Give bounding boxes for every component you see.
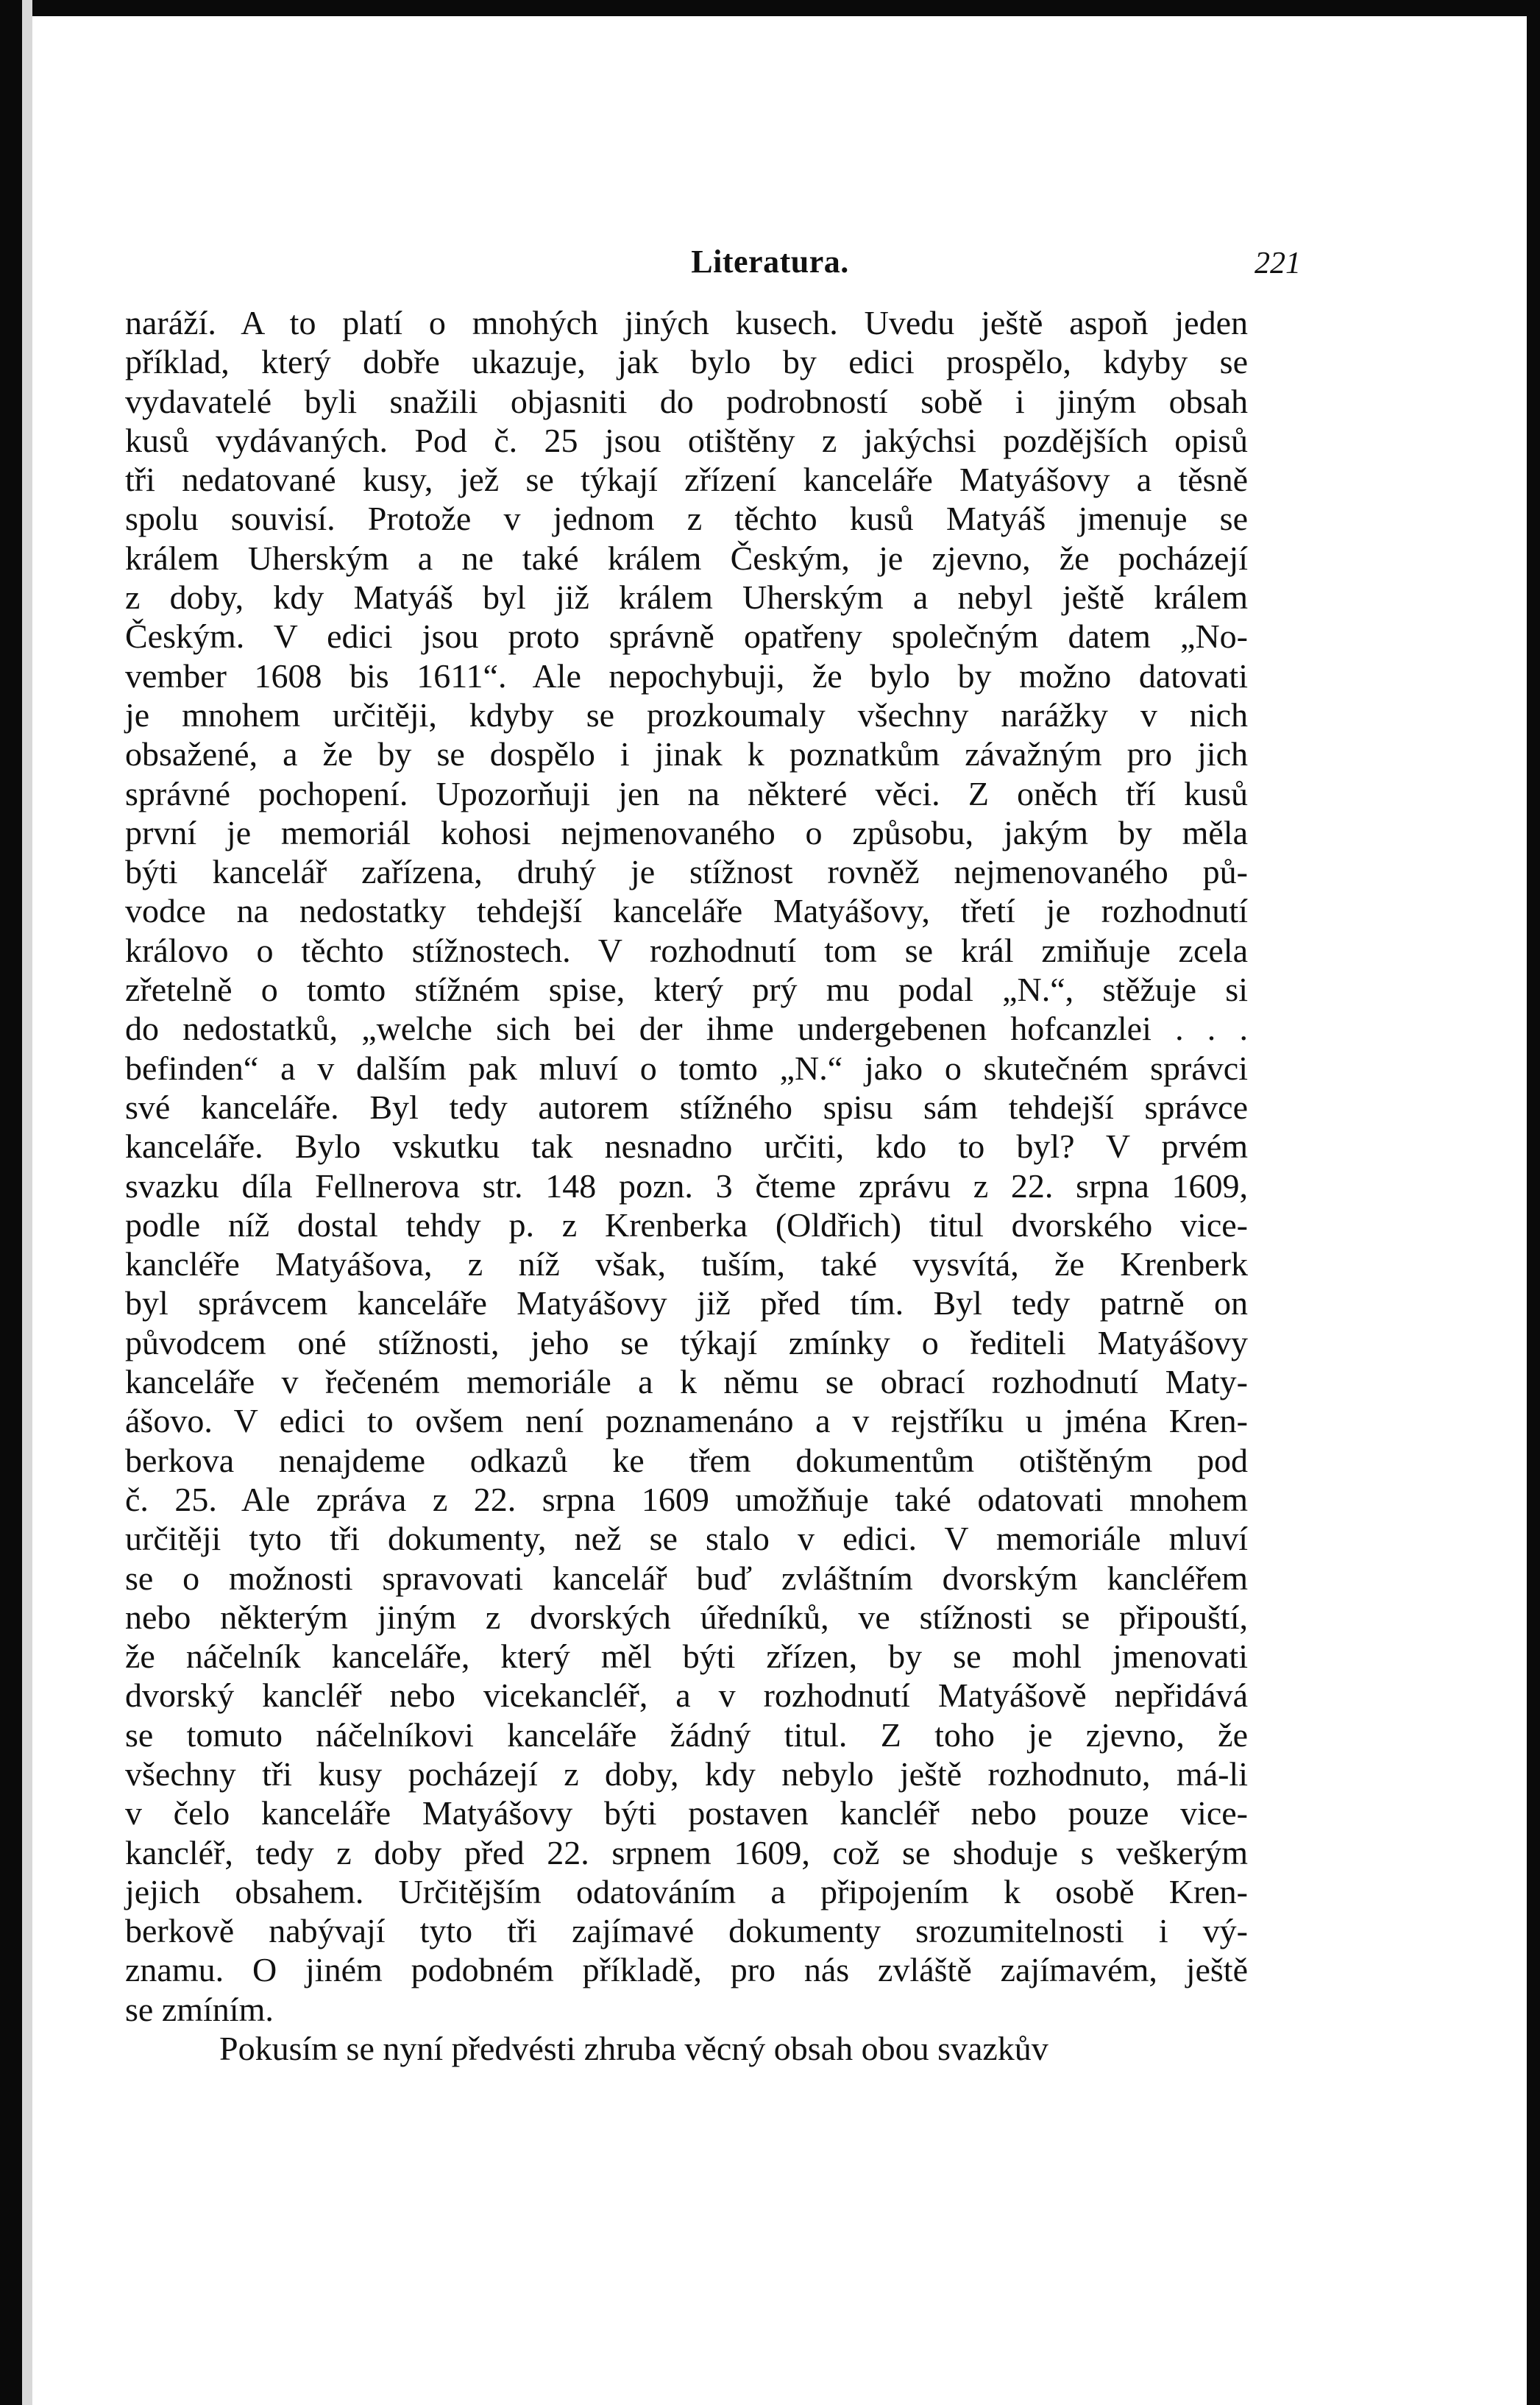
text-line: první je memoriál kohosi nejmenovaného o způsobu, jakým by měla: [125, 813, 1248, 851]
text-line: č. 25. Ale zpráva z 22. srpna 1609 umožňuje také odatovati mnohem: [125, 1480, 1248, 1518]
text-line: králem Uherským a ne také králem Českým, je zjevno, že pocházejí: [125, 539, 1248, 577]
text-line: naráží. A to platí o mnohých jiných kusech. Uvedu ještě aspoň jeden: [125, 304, 1248, 341]
page-number: 221: [1255, 247, 1301, 280]
text-line: jejich obsahem. Určitějším odatováním a připojením k osobě Kren-: [125, 1872, 1248, 1910]
running-title: Literatura.: [691, 244, 849, 280]
text-line: kancléře Matyášova, z níž však, tuším, také vysvítá, že Krenberk: [125, 1245, 1248, 1283]
paragraph: [125, 2029, 1248, 2068]
text-line: vember 1608 bis 1611“. Ale nepochybuji, že bylo by možno datovati: [125, 656, 1248, 695]
scan-border-top: [0, 0, 1540, 16]
text-line: své kanceláře. Byl tedy autorem stížného spisu sám tehdejší správce: [125, 1088, 1248, 1126]
text-line: se tomuto náčelníkovi kanceláře žádný titul. Z toho je zjevno, že: [125, 1715, 1248, 1754]
text-line: do nedostatků, „welche sich bei der ihme undergebenen hofcanzlei . . .: [125, 1010, 1248, 1048]
text-line: zřetelně o tomto stížném spise, který prý mu podal „N.“, stěžuje si: [125, 971, 1248, 1009]
text-line: vodce na nedostatky tehdejší kanceláře Matyášovy, třetí je rozhodnutí: [125, 892, 1248, 930]
text-line: znamu. O jiném podobném příkladě, pro nás zvláště zajímavém, ještě: [125, 1951, 1248, 1989]
running-head: [0, 243, 1540, 287]
text-line: že náčelník kanceláře, který měl býti zřízen, by se mohl jmenovati: [125, 1637, 1248, 1676]
text-line: určitěji tyto tři dokumenty, než se stalo v edici. V memoriále mluví: [125, 1520, 1248, 1558]
text-line: berkova nenajdeme odkazů ke třem dokumentům otištěným pod: [125, 1441, 1248, 1479]
text-line: kancléř, tedy z doby před 22. srpnem 1609, což se shoduje s veškerým: [125, 1833, 1248, 1871]
text-line: kusů vydávaných. Pod č. 25 jsou otištěny z jakýchsi pozdějších opisů: [125, 421, 1248, 459]
text-line: spolu souvisí. Protože v jednom z těchto kusů Matyáš jmenuje se: [125, 500, 1248, 538]
body-text: [125, 303, 1248, 2068]
scan-border-left: [0, 0, 22, 2405]
text-line: příklad, který dobře ukazuje, jak bylo by edici prospělo, kdyby se: [125, 343, 1248, 381]
paragraph: [125, 303, 1248, 2029]
text-line: svazku díla Fellnerova str. 148 pozn. 3 čteme zprávu z 22. srpna 1609,: [125, 1166, 1248, 1205]
text-line: z doby, kdy Matyáš byl již králem Uherským a nebyl ještě králem: [125, 578, 1248, 617]
text-line: správné pochopení. Upozorňuji jen na některé věci. Z oněch tří kusů: [125, 774, 1248, 812]
text-line: podle níž dostal tehdy p. z Krenberka (Oldřich) titul dvorského vice-: [125, 1205, 1248, 1244]
text-line: berkově nabývají tyto tři zajímavé dokumenty srozumitelnosti i vý-: [125, 1912, 1248, 1950]
text-line: befinden“ a v dalším pak mluví o tomto „N.“ jako o skutečném správci: [125, 1049, 1248, 1087]
scan-border-right: [1527, 0, 1540, 2405]
text-line: nebo některým jiným z dvorských úředníků, ve stížnosti se připouští,: [125, 1598, 1248, 1636]
scan-gutter-shadow: [22, 0, 32, 2405]
text-line: je mnohem určitěji, kdyby se prozkoumaly všechny narážky v nich: [125, 695, 1248, 734]
text-line: Pokusím se nyní předvésti zhruba věcný obsah obou svazkův: [219, 2030, 1048, 2068]
text-line: ášovo. V edici to ovšem není poznamenáno a v rejstříku u jména Kren-: [125, 1402, 1248, 1440]
text-line: kanceláře v řečeném memoriále a k němu se obrací rozhodnutí Maty-: [125, 1363, 1248, 1401]
text-line: se o možnosti spravovati kancelář buď zvláštním dvorským kancléřem: [125, 1559, 1248, 1597]
text-line: se zmíním.: [125, 1990, 274, 2028]
text-line: obsažené, a že by se dospělo i jinak k poznatkům závažným pro jich: [125, 735, 1248, 773]
text-line: původcem oné stížnosti, jeho se týkají zmínky o řediteli Matyášovy: [125, 1323, 1248, 1361]
text-line: vydavatelé byli snažili objasniti do podrobností sobě i jiným obsah: [125, 382, 1248, 420]
text-line: byl správcem kanceláře Matyášovy již před tím. Byl tedy patrně on: [125, 1284, 1248, 1322]
text-line: všechny tři kusy pocházejí z doby, kdy nebylo ještě rozhodnuto, má-li: [125, 1754, 1248, 1793]
text-line: kanceláře. Bylo vskutku tak nesnadno určiti, kdo to byl? V prvém: [125, 1127, 1248, 1166]
text-line: Českým. V edici jsou proto správně opatřeny společným datem „No-: [125, 617, 1248, 656]
text-line: býti kancelář zařízena, druhý je stížnost rovněž nejmenovaného pů-: [125, 853, 1248, 891]
text-line: v čelo kanceláře Matyášovy býti postaven kancléř nebo pouze vice-: [125, 1794, 1248, 1832]
text-line: tři nedatované kusy, jež se týkají zřízení kanceláře Matyášovy a těsně: [125, 461, 1248, 499]
text-line: královo o těchto stížnostech. V rozhodnutí tom se král zmiňuje zcela: [125, 931, 1248, 969]
text-line: dvorský kancléř nebo vicekancléř, a v rozhodnutí Matyášově nepřidává: [125, 1676, 1248, 1715]
